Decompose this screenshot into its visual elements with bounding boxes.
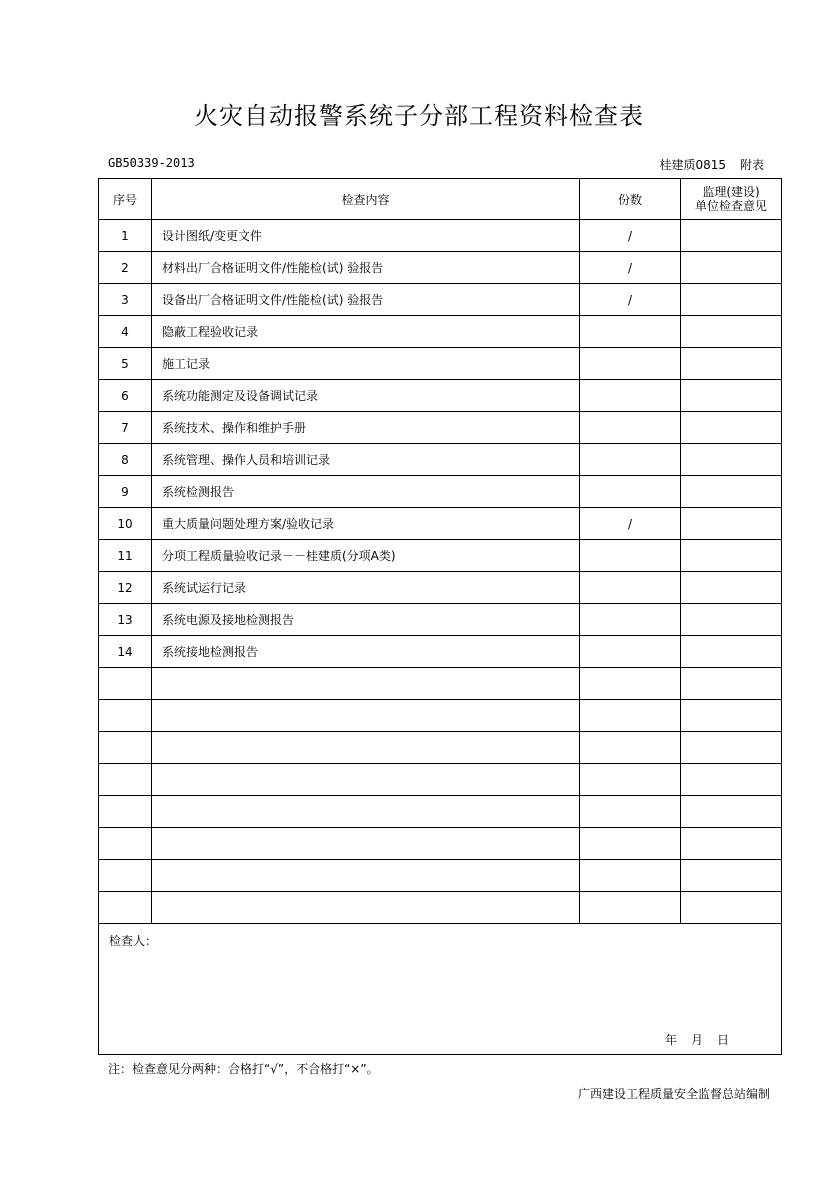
date-day: 日	[716, 1033, 729, 1047]
table-row	[99, 348, 782, 380]
row-content-text: 系统试运行记录	[162, 581, 247, 595]
row-copies-cell[interactable]	[580, 796, 681, 828]
row-opinion-cell[interactable]	[681, 604, 782, 636]
row-no-cell	[99, 540, 152, 572]
table-row	[99, 636, 782, 668]
row-content-text: 设计图纸/变更文件	[162, 229, 263, 243]
row-copies-cell[interactable]	[580, 284, 681, 316]
row-no-text: 12	[117, 580, 133, 595]
header-no: 序号	[99, 179, 152, 220]
row-copies-cell[interactable]	[580, 828, 681, 860]
row-opinion-cell[interactable]	[681, 380, 782, 412]
row-copies-cell[interactable]	[580, 540, 681, 572]
header-content: 检查内容	[152, 179, 580, 220]
table-row	[99, 380, 782, 412]
compiler-credit: 广西建设工程质量安全监督总站编制	[577, 1087, 770, 1101]
row-opinion-cell[interactable]	[681, 796, 782, 828]
row-no-text: 5	[121, 356, 129, 371]
row-no-cell	[99, 316, 152, 348]
page-title: 火灾自动报警系统子分部工程资料检查表	[194, 102, 644, 130]
form-code-number: 桂建质0815	[659, 158, 726, 172]
table-row	[99, 540, 782, 572]
table-row	[99, 284, 782, 316]
row-content-text: 重大质量问题处理方案/验收记录	[162, 517, 335, 531]
row-no-cell	[99, 220, 152, 252]
row-copies-cell[interactable]	[580, 476, 681, 508]
row-content-cell	[152, 796, 580, 828]
row-opinion-cell[interactable]	[681, 636, 782, 668]
table-row	[99, 796, 782, 828]
row-no-text: 13	[117, 612, 133, 627]
row-opinion-cell[interactable]	[681, 828, 782, 860]
row-no-cell	[99, 604, 152, 636]
row-content-cell	[152, 604, 580, 636]
row-no-cell	[99, 828, 152, 860]
row-no-text: 8	[121, 452, 129, 467]
row-copies-text: /	[627, 228, 633, 243]
date-year: 年	[664, 1033, 677, 1047]
table-row	[99, 732, 782, 764]
row-content-text: 材料出厂合格证明文件/性能检(试) 验报告	[162, 261, 384, 275]
row-content-text: 系统接地检测报告	[162, 645, 259, 659]
row-opinion-cell[interactable]	[681, 892, 782, 924]
row-content-text	[152, 741, 162, 755]
row-no-text: 11	[117, 548, 133, 563]
inspector-cell[interactable]	[99, 924, 782, 1055]
row-no-text: 4	[121, 324, 129, 339]
table-row	[99, 572, 782, 604]
row-content-cell	[152, 668, 580, 700]
row-no-text: 7	[121, 420, 129, 435]
table-row	[99, 252, 782, 284]
row-content-text: 系统技术、操作和维护手册	[162, 421, 307, 435]
row-content-text: 系统检测报告	[162, 485, 235, 499]
row-no-cell	[99, 476, 152, 508]
row-content-cell	[152, 572, 580, 604]
row-content-text	[152, 677, 162, 691]
row-content-text: 分项工程质量验收记录－－桂建质(分项A类)	[162, 549, 396, 563]
row-content-text: 设备出厂合格证明文件/性能检(试) 验报告	[162, 293, 384, 307]
table-row	[99, 764, 782, 796]
row-content-cell	[152, 764, 580, 796]
table-row	[99, 220, 782, 252]
row-no-cell	[99, 796, 152, 828]
row-no-cell	[99, 412, 152, 444]
row-copies-cell[interactable]	[580, 860, 681, 892]
row-opinion-cell[interactable]	[681, 508, 782, 540]
row-copies-cell[interactable]	[580, 252, 681, 284]
row-copies-cell[interactable]	[580, 220, 681, 252]
row-no-cell	[99, 892, 152, 924]
row-content-text	[152, 869, 162, 883]
row-copies-cell[interactable]	[580, 764, 681, 796]
row-content-text	[152, 837, 162, 851]
row-no-text: 2	[121, 260, 129, 275]
row-copies-text: /	[627, 516, 633, 531]
row-content-cell	[152, 860, 580, 892]
row-no-text: 9	[121, 484, 129, 499]
table-row	[99, 316, 782, 348]
row-no-cell	[99, 636, 152, 668]
row-content-cell	[152, 412, 580, 444]
table-row	[99, 892, 782, 924]
row-opinion-cell[interactable]	[681, 860, 782, 892]
footnote: 注：检查意见分两种：合格打“√”，不合格打“×”。	[108, 1062, 379, 1076]
row-opinion-cell[interactable]	[681, 668, 782, 700]
row-copies-cell[interactable]	[580, 668, 681, 700]
inspector-label: 检查人：	[109, 934, 158, 948]
table-row	[99, 604, 782, 636]
row-copies-cell[interactable]	[580, 412, 681, 444]
row-copies-text: /	[627, 260, 633, 275]
row-opinion-cell[interactable]	[681, 348, 782, 380]
row-copies-cell[interactable]	[580, 636, 681, 668]
row-content-text	[152, 901, 162, 915]
row-no-cell	[99, 508, 152, 540]
row-opinion-cell[interactable]	[681, 412, 782, 444]
row-content-cell	[152, 508, 580, 540]
check-table	[98, 178, 782, 1055]
table-header-row	[99, 179, 782, 220]
row-opinion-cell[interactable]	[681, 732, 782, 764]
attachment-label: 附表	[739, 158, 764, 172]
row-opinion-cell[interactable]	[681, 540, 782, 572]
date-line	[651, 1031, 729, 1048]
row-copies-cell[interactable]	[580, 732, 681, 764]
row-opinion-cell[interactable]	[681, 700, 782, 732]
row-no-cell	[99, 444, 152, 476]
table-row	[99, 444, 782, 476]
row-no-text: 3	[121, 292, 129, 307]
row-content-text: 系统管理、操作人员和培训记录	[162, 453, 331, 467]
row-opinion-cell[interactable]	[681, 284, 782, 316]
row-content-text	[152, 709, 162, 723]
table-row	[99, 476, 782, 508]
row-no-cell	[99, 252, 152, 284]
row-content-cell	[152, 732, 580, 764]
row-content-cell	[152, 444, 580, 476]
row-content-cell	[152, 316, 580, 348]
row-no-cell	[99, 668, 152, 700]
row-content-text: 隐蔽工程验收记录	[162, 325, 259, 339]
row-content-text: 系统电源及接地检测报告	[162, 613, 295, 627]
row-no-cell	[99, 284, 152, 316]
standard-code: GB50339-2013	[108, 156, 195, 170]
form-code	[645, 156, 764, 173]
row-content-cell	[152, 284, 580, 316]
row-copies-cell[interactable]	[580, 380, 681, 412]
row-copies-cell[interactable]	[580, 444, 681, 476]
row-no-cell	[99, 572, 152, 604]
row-no-cell	[99, 380, 152, 412]
row-copies-cell[interactable]	[580, 316, 681, 348]
row-opinion-cell[interactable]	[681, 316, 782, 348]
date-month: 月	[690, 1033, 703, 1047]
row-opinion-cell[interactable]	[681, 220, 782, 252]
row-content-cell	[152, 636, 580, 668]
header-opinion	[681, 179, 782, 220]
row-content-cell	[152, 380, 580, 412]
row-copies-text: /	[627, 292, 633, 307]
row-no-cell	[99, 732, 152, 764]
row-no-text: 6	[121, 388, 129, 403]
header-copies: 份数	[580, 179, 681, 220]
row-content-cell	[152, 892, 580, 924]
row-no-text: 14	[117, 644, 133, 659]
table-row	[99, 508, 782, 540]
row-copies-cell[interactable]	[580, 508, 681, 540]
table-row	[99, 700, 782, 732]
row-no-text: 10	[117, 516, 133, 531]
row-copies-cell[interactable]	[580, 348, 681, 380]
row-copies-cell[interactable]	[580, 572, 681, 604]
row-content-cell	[152, 828, 580, 860]
row-copies-cell[interactable]	[580, 892, 681, 924]
row-opinion-cell[interactable]	[681, 476, 782, 508]
row-content-text	[152, 805, 162, 819]
inspector-row	[99, 924, 782, 1055]
row-content-cell	[152, 252, 580, 284]
row-content-cell	[152, 700, 580, 732]
row-content-cell	[152, 348, 580, 380]
row-no-cell	[99, 860, 152, 892]
row-content-cell	[152, 476, 580, 508]
row-no-cell	[99, 348, 152, 380]
row-no-text: 1	[121, 228, 129, 243]
row-no-cell	[99, 764, 152, 796]
row-no-cell	[99, 700, 152, 732]
row-opinion-cell[interactable]	[681, 572, 782, 604]
row-opinion-cell[interactable]	[681, 764, 782, 796]
row-content-text: 系统功能测定及设备调试记录	[162, 389, 319, 403]
table-row	[99, 412, 782, 444]
table-row	[99, 828, 782, 860]
row-content-text: 施工记录	[162, 357, 211, 371]
header-opinion-line2: 单位检查意见	[694, 199, 767, 213]
table-body	[99, 220, 782, 924]
table-row	[99, 668, 782, 700]
header-opinion-line1: 监理(建设)	[702, 185, 760, 199]
row-opinion-cell[interactable]	[681, 252, 782, 284]
row-content-cell	[152, 540, 580, 572]
table-row	[99, 860, 782, 892]
row-content-cell	[152, 220, 580, 252]
row-copies-cell[interactable]	[580, 700, 681, 732]
row-opinion-cell[interactable]	[681, 444, 782, 476]
row-content-text	[152, 773, 162, 787]
row-copies-cell[interactable]	[580, 604, 681, 636]
